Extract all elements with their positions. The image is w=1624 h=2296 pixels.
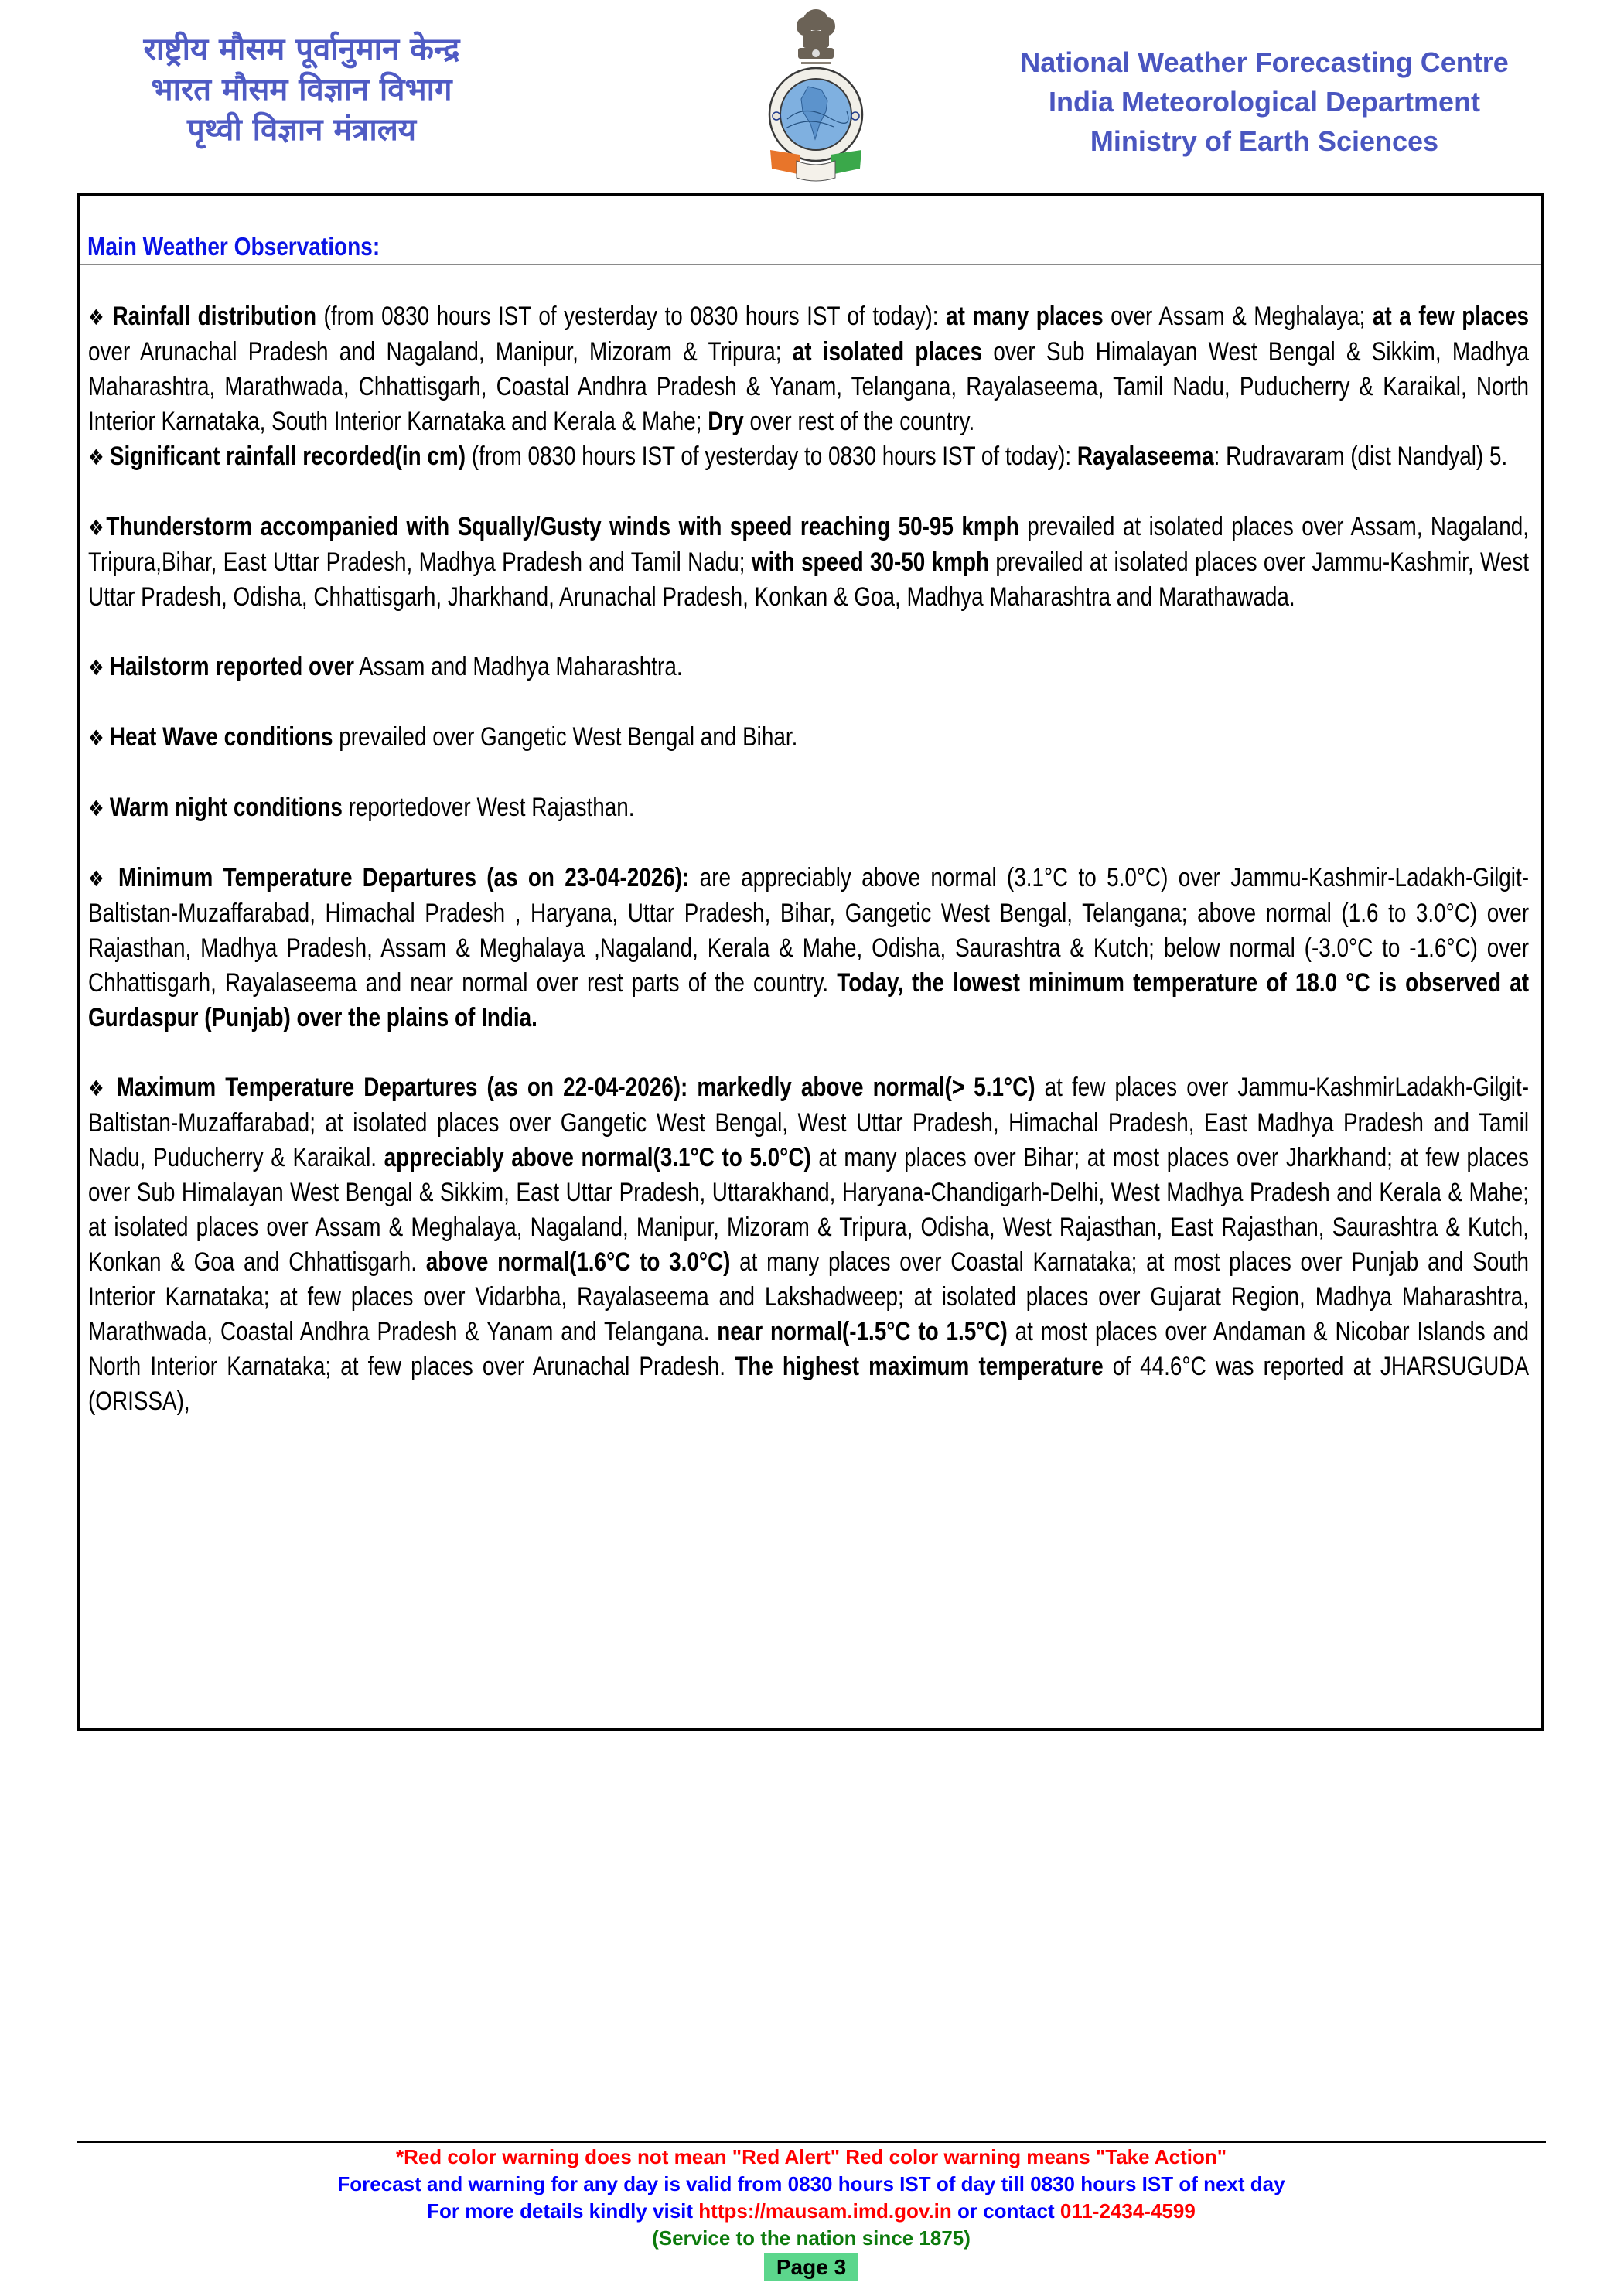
observation-paragraph (88, 650, 1529, 685)
footer-contact-line (77, 2198, 1546, 2225)
emphasis-text: at isolated places (792, 337, 983, 367)
observations-panel (77, 193, 1544, 1731)
footer-warning-note: *Red color warning does not mean "Red Alert" Red color warning means "Take Action" (395, 2145, 1227, 2168)
emphasis-text: at many places (946, 302, 1104, 331)
body-text: reportedover West Rajasthan. (342, 793, 635, 822)
section-title: Main Weather Observations: (87, 232, 380, 261)
observation-paragraph (88, 790, 1529, 826)
body-text: (from 0830 hours IST of yesterday to 0830 hours IST of today): (316, 302, 947, 331)
footer-divider (77, 2141, 1546, 2143)
body-text: over Assam & Meghalaya; (1103, 302, 1373, 331)
paragraph-spacer (88, 685, 1529, 720)
diamond-bullet-icon: ❖ (88, 305, 113, 330)
footer-phone: 011-2434-4599 (1059, 2199, 1196, 2223)
emphasis-text: Thunderstorm accompanied with Squally/Gusty winds with speed reaching 50-95 kmph (106, 512, 1019, 541)
observation-paragraph (88, 299, 1529, 439)
diamond-bullet-icon: ❖ (88, 866, 118, 892)
observations-body (88, 299, 1529, 1419)
body-text: (from 0830 hours IST of yesterday to 0830 hours IST of today): (466, 442, 1077, 471)
emphasis-text: Rainfall distribution (112, 302, 317, 331)
diamond-bullet-icon: ❖ (88, 515, 107, 541)
observation-paragraph (88, 720, 1529, 756)
body-text: are appreciably above normal (3.1°C to 5.0°C) over Jammu-Kashmir-Ladakh-Gilgit-Baltistan-Muzaffarabad, Himachal Pradesh , Haryana, Uttar Pradesh, Bihar, Gangetic West Bengal, Telangana; above normal (1.6 to 3.0°C) over Rajasthan, Madhya Pradesh, Assam & Meghalaya ,Nagaland, Kerala & Mahe, Odisha, Saurashtra & Kutch; below normal (-3.0°C to -1.6°C) over Chhattisgarh, Rayalaseema and near normal over rest parts of the country. (88, 863, 1530, 998)
footer-contact-mid: or contact (951, 2199, 1060, 2223)
diamond-bullet-icon: ❖ (88, 725, 110, 751)
body-text: at many places over Coastal Karnataka; at most places over Punjab and South Interior Karnataka; at few places over Vidarbha, Rayalaseema and Lakshadweep; at isolated places over Gujarat Region, Madhya Maharashtra, Marathwada, Coastal Andhra Pradesh & Yanam and Telangana. (88, 1247, 1530, 1346)
emphasis-text: Maximum Temperature Departures (as on 22-04-2026): markedly above normal(> 5.1°C) (116, 1073, 1035, 1102)
body-text: at most places over Andaman & Nicobar Islands and North Interior Karnataka; at few places over Arunachal Pradesh. (88, 1317, 1530, 1381)
paragraph-spacer (88, 1035, 1529, 1070)
emphasis-text: Today, the lowest minimum temperature of 18.0 °C is observed at Gurdaspur (Punjab) over the plains of India. (88, 968, 1530, 1032)
paragraph-spacer (88, 826, 1529, 861)
body-text: over rest of the country. (743, 407, 975, 436)
observation-paragraph (88, 861, 1529, 1035)
page-number-badge: Page 3 (764, 2253, 858, 2281)
observation-paragraph (88, 439, 1529, 475)
emphasis-text: Dry (708, 407, 744, 436)
emphasis-text: above normal(1.6°C to 3.0°C) (425, 1247, 731, 1277)
imd-emblem-icon (766, 3, 866, 183)
footer (77, 2144, 1546, 2281)
emphasis-text: Rayalaseema (1076, 442, 1214, 471)
paragraph-spacer (88, 475, 1529, 510)
emphasis-text: The highest maximum temperature (735, 1352, 1104, 1381)
body-text: over Arunachal Pradesh and Nagaland, Manipur, Mizoram & Tripura; (88, 337, 793, 367)
footer-website-link[interactable]: https://mausam.imd.gov.in (698, 2199, 952, 2223)
emphasis-text: with speed 30-50 kmph (751, 548, 990, 577)
header-hindi-line-2: भारत मौसम विज्ञान विभाग (151, 72, 452, 107)
paragraph-spacer (88, 615, 1529, 650)
header-hindi-title (85, 29, 518, 150)
header-english-line-1: National Weather Forecasting Centre (1020, 46, 1509, 78)
emphasis-text: Significant rainfall recorded(in cm) (109, 442, 466, 471)
header-hindi-line-3: पृथ्वी विज्ञान मंत्रालय (186, 112, 417, 148)
diamond-bullet-icon: ❖ (88, 796, 110, 821)
body-text: of 44.6°C was reported at JHARSUGUDA (ORISSA), (88, 1352, 1530, 1416)
body-text: : Rudravaram (dist Nandyal) 5. (1213, 442, 1508, 471)
body-text: Assam and Madhya Maharashtra. (353, 652, 683, 681)
emphasis-text: appreciably above normal(3.1°C to 5.0°C) (384, 1143, 811, 1172)
observation-paragraph (88, 510, 1529, 615)
header-hindi-line-1: राष्ट्रीय मौसम पूर्वानुमान केन्द्र (143, 32, 460, 67)
observation-paragraph (88, 1070, 1529, 1419)
observations-panel-header (80, 196, 1541, 265)
body-text: prevailed over Gangetic West Bengal and Bihar. (333, 722, 798, 752)
emphasis-text: Minimum Temperature Departures (as on 23-04-2026): (118, 863, 690, 892)
body-text: at many places over Bihar; at most places over Jharkhand; at few places over Sub Himalayan West Bengal & Sikkim, East Uttar Pradesh, Uttarakhand, Haryana-Chandigarh-Delhi, West Madhya Pradesh and Kerala & Mahe; at isolated places over Assam & Meghalaya, Nagaland, Manipur, Mizoram & Tripura, Odisha, West Rajasthan, East Rajasthan, Saurashtra & Kutch, Konkan & Goa and Chhattisgarh. (88, 1143, 1530, 1277)
body-text: over Sub Himalayan West Bengal & Sikkim, Madhya Maharashtra, Marathwada, Chhattisgarh, Coastal Andhra Pradesh & Yanam, Telangana, Rayalaseema, Tamil Nadu, Puducherry & Karaikal, North Interior Karnataka, South Interior Karnataka and Kerala & Mahe; (88, 337, 1530, 436)
emphasis-text: at a few places (1372, 302, 1530, 331)
body-text: prevailed at isolated places over Jammu-Kashmir, West Uttar Pradesh, Odisha, Chhattisgarh, Jharkhand, Arunachal Pradesh, Konkan & Goa, Madhya Maharashtra and Marathawada. (88, 548, 1530, 612)
diamond-bullet-icon: ❖ (88, 655, 110, 681)
header-english-line-2: India Meteorological Department (1048, 86, 1481, 118)
emphasis-text: Warm night conditions (109, 793, 343, 822)
footer-validity-note: Forecast and warning for any day is valid from 0830 hours IST of day till 0830 hours IST of next day (337, 2172, 1285, 2195)
footer-contact-prefix: For more details kindly visit (427, 2199, 699, 2223)
body-text: prevailed at isolated places over Assam, Nagaland, Tripura,Bihar, East Uttar Pradesh, Madhya Pradesh and Tamil Nadu; (88, 512, 1530, 577)
header-english-line-3: Ministry of Earth Sciences (1090, 125, 1439, 157)
emphasis-text: Heat Wave conditions (109, 722, 333, 752)
body-text: at few places over Jammu-KashmirLadakh-Gilgit-Baltistan-Muzaffarabad; at isolated places over Gangetic West Bengal, West Uttar Pradesh, Himachal Pradesh, East Madhya Pradesh and Tamil Nadu, Puducherry & Karaikal. (88, 1073, 1530, 1172)
header-english-title (998, 43, 1531, 161)
diamond-bullet-icon: ❖ (88, 445, 110, 470)
emphasis-text: near normal(-1.5°C to 1.5°C) (717, 1317, 1008, 1346)
emphasis-text: Hailstorm reported over (109, 652, 354, 681)
paragraph-spacer (88, 756, 1529, 790)
footer-service-note: (Service to the nation since 1875) (652, 2226, 971, 2250)
diamond-bullet-icon: ❖ (88, 1076, 117, 1101)
